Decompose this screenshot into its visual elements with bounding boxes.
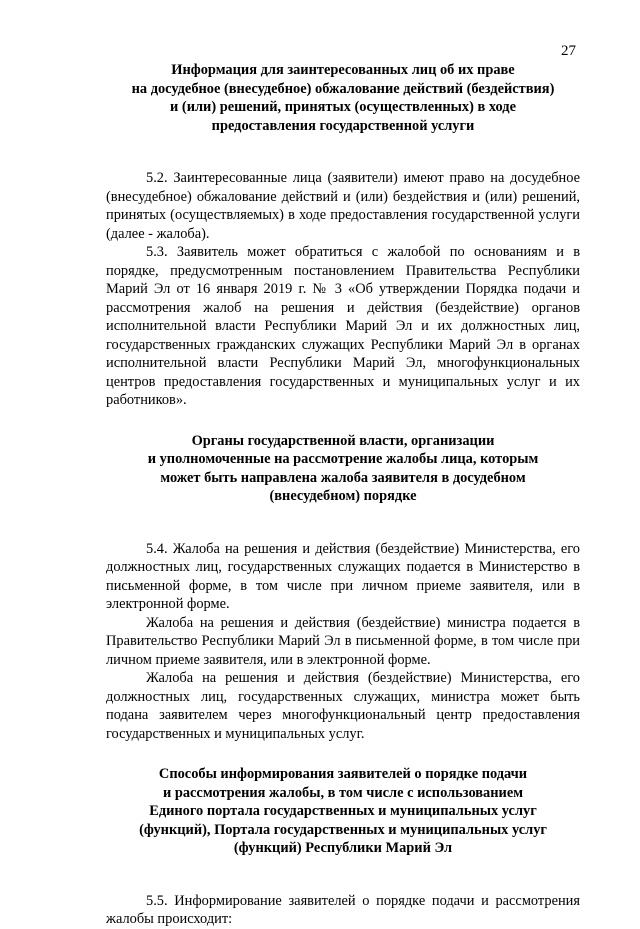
document-body	[106, 61, 580, 929]
paragraph-5-5: 5.5. Информирование заявителей о порядке подачи и рассмотрения жалобы происходит:	[106, 892, 580, 927]
paragraph-5-4: 5.4. Жалоба на решения и действия (бездействие) Министерства, его должностных лиц, государственных служащих подается в Министерство в письменной форме, в том числе при личном приеме заявителя, или в электронной форме.	[106, 540, 580, 612]
paragraph-mfc-complaint: Жалоба на решения и действия (бездействие) Министерства, его должностных лиц, государственных служащих, министра может быть подана заявителем через многофункциональный центр предоставления государственных и муниципальных услуг.	[106, 670, 580, 742]
paragraph-5-2: 5.2. Заинтересованные лица (заявители) имеют право на досудебное (внесудебное) обжалование действий и (или) бездействия и (или) решений, принятых (осуществляемых) в ходе предоставления государственной услуги (далее - жалоба).	[106, 170, 580, 242]
paragraph-minister-complaint: Жалоба на решения и действия (бездействие) министра подается в Правительство Республики Марий Эл в письменной форме, в том числе при личном приеме заявителя, или в электронной форме.	[106, 614, 580, 668]
section-heading-appeal-right: Информация для заинтересованных лиц об их праве на досудебное (внесудебное) обжалование действий (бездействия) и (или) решений, принятых (осуществленных) в ходе предоставления государственной услуги	[131, 62, 555, 134]
section-heading-informing-methods: Способы информирования заявителей о порядке подачи и рассмотрения жалобы, в том числе с использованием Единого портала государственных и муниципальных услуг (функций), Портала государственных и муниципальных услуг (функций) Республики Марий Эл	[139, 766, 547, 856]
paragraph-5-3: 5.3. Заявитель может обратиться с жалобой по основаниям и в порядке, предусмотренным постановлением Правительства Республики Марий Эл от 16 января 2019 г. № 3 «Об утверждении Порядка подачи и рассмотрения жалоб на решения и действия (бездействие) органов исполнительной власти Республики Марий Эл и их должностных лиц, государственных гражданских служащих Республики Марий Эл в органах исполнительной власти Республики Марий Эл, многофункциональных центров предоставления государственных и муниципальных услуг и их работников».	[106, 244, 580, 408]
section-heading-complaint-bodies: Органы государственной власти, организации и уполномоченные на рассмотрение жалобы лица, которым может быть направлена жалоба заявителя в досудебном (внесудебном) порядке	[147, 432, 539, 504]
page-number: 27	[561, 43, 576, 59]
